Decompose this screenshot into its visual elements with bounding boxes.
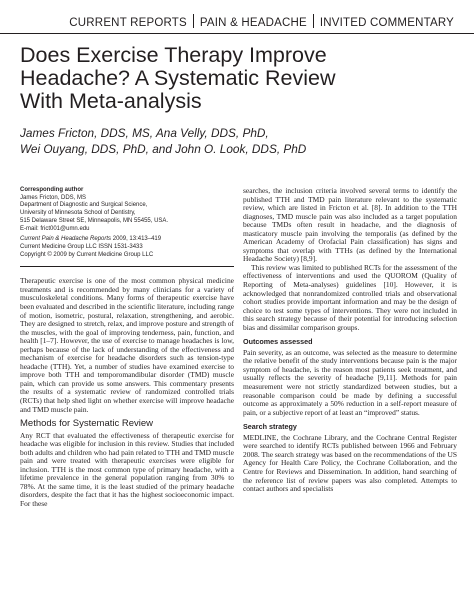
correspondence-email: E-mail: frict001@umn.edu	[20, 225, 90, 232]
running-header	[0, 10, 474, 38]
header-divider	[193, 14, 194, 28]
title-line: Headache? A Systematic Review	[20, 66, 336, 90]
outcomes-heading: Outcomes assessed	[243, 337, 313, 347]
correspondence-line: University of Minnesota School of Dentistry,	[20, 210, 136, 217]
left-body-text	[20, 277, 234, 508]
correspondence-line: James Fricton, DDS, MS	[20, 194, 87, 201]
header-section-current-reports: CURRENT REPORTS	[69, 17, 187, 29]
header-section-pain-headache: PAIN & HEADACHE	[199, 17, 307, 29]
outcomes-paragraph: Pain severity, as an outcome, was selected as the measure to determine the relative benefit of the study interventions because pain is the major symptom of headache, is the reason most patients seek treatment, and usually reflects the severity of headache [9,11]. Methods for pain measurement were not strictly standardized between studies, but a reasonable comparison could be made by defining a successful outcome as approximately a 50% reduction in a self-report measure of pain, or a subjective report of at least an “improved” status.	[243, 347, 457, 417]
header-sections	[69, 14, 454, 29]
correspondence-block	[20, 187, 234, 259]
author-list	[20, 126, 460, 157]
methods-paragraph: Any RCT that evaluated the effectiveness of therapeutic exercise for headache was eligible for inclusion in this review. Studies that included both adults and children who had pain related to TTH and TMD muscle pain and were treated with therapeutic exercises were eligible for inclusion. TTH is the most common type of primary headache, with a lifetime prevalence in the general population ranging from 30% to 78%. At the same time, it is the least studied of the primary headache disorders, despite the fact that it has the highest socioeconomic impact. For these	[20, 430, 234, 508]
left-column	[20, 187, 234, 509]
journal-issue: 2009, 13:413–419	[111, 236, 162, 243]
search-strategy-heading: Search strategy	[243, 422, 297, 432]
body-paragraph: searches, the inclusion criteria involved several terms to identify the published TTH and TMD pain literature relevant to the systematic review, which are listed in Fricton et al. [8]. In addition to the TTH diagnoses, TMD muscle pain was also included as a target population because TMDs often result in headache, and the diagnosis of masticatory muscle pain involving the temporalis (as defined by the American Academy of Orofacial Pain classification) has signs and symptoms that overlap with TTHs (as defined by the International Headache Society) [8,9].	[243, 186, 457, 264]
intro-paragraph: Therapeutic exercise is one of the most common physical medicine treatments and is recommended by many clinicians for a variety of musculoskeletal conditions. Many forms of therapeutic exercise have been evaluated and described in the scientific literature, including range of motion, isometric, postural, relaxation, strengthening, and aerobic. They are designed to stretch, relax, and improve posture and strength of the muscles, with the goal of improving tenderness, pain, function, and health [1–7]. However, the use of exercise to manage headaches is low, perhaps because of the lack of understanding of the effectiveness and mechanism of exercise for headache disorders such as tension-type headache (TTH). Yet, a number of studies have examined exercise to improve both TTH and temporomandibular disorder (TMD) muscle pain, which can provide us some answers. This commentary presents the results of a systematic review of randomized controlled trials (RCTs) that help shed light on whether exercise will improve headache and TMD muscle pain.	[20, 276, 234, 414]
correspondence-line: Department of Diagnostic and Surgical Science,	[20, 202, 148, 209]
correspondence-label: Corresponding author	[20, 187, 84, 193]
header-rule	[0, 33, 474, 34]
publisher-line: Current Medicine Group LLC ISSN 1531-3433	[20, 243, 143, 250]
right-column	[243, 187, 457, 494]
author-line: James Fricton, DDS, MS, Ana Velly, DDS, PhD,	[20, 126, 269, 140]
title-line: Does Exercise Therapy Improve	[20, 43, 327, 67]
journal-name: Current Pain & Headache Reports	[20, 236, 112, 243]
header-section-invited-commentary: INVITED COMMENTARY	[319, 17, 454, 29]
methods-heading: Methods for Systematic Review	[20, 418, 154, 430]
author-line: Wei Ouyang, DDS, PhD, and John O. Look, DDS, PhD	[20, 141, 307, 156]
correspondence-rule	[20, 266, 234, 267]
journal-citation	[20, 236, 234, 244]
header-divider	[313, 14, 314, 28]
right-body-text	[243, 187, 457, 494]
article-title	[20, 44, 460, 113]
copyright-line: Copyright © 2009 by Current Medicine Group LLC	[20, 251, 154, 258]
search-strategy-paragraph: MEDLINE, the Cochrane Library, and the Cochrane Central Register were searched to identify RCTs published between 1966 and February 2008. The search strategy was based on the recommendations of the US Agency for Health Care Policy, the Cochrane Collaboration, and the Centre for Reviews and Dissemination. In addition, hand searching of the reference list of review papers was also completed. Attempts to contact authors and specialists	[243, 432, 457, 494]
title-line: With Meta-analysis	[20, 89, 202, 113]
correspondence-line: 515 Delaware Street SE, Minneapolis, MN 55455, USA.	[20, 217, 169, 224]
body-paragraph: This review was limited to published RCTs for the assessment of the effectiveness of interventions and used the QUOROM (Quality of Reporting of Meta-analyses) guidelines [10]. However, it is acknowledged that nonrandomized controlled trials and observational cohort studies provide important information and may be the design of choice to test some types of interventions. They were not included in this search strategy because of their potential for introducing selection bias and dissimilar comparison groups.	[243, 262, 457, 332]
